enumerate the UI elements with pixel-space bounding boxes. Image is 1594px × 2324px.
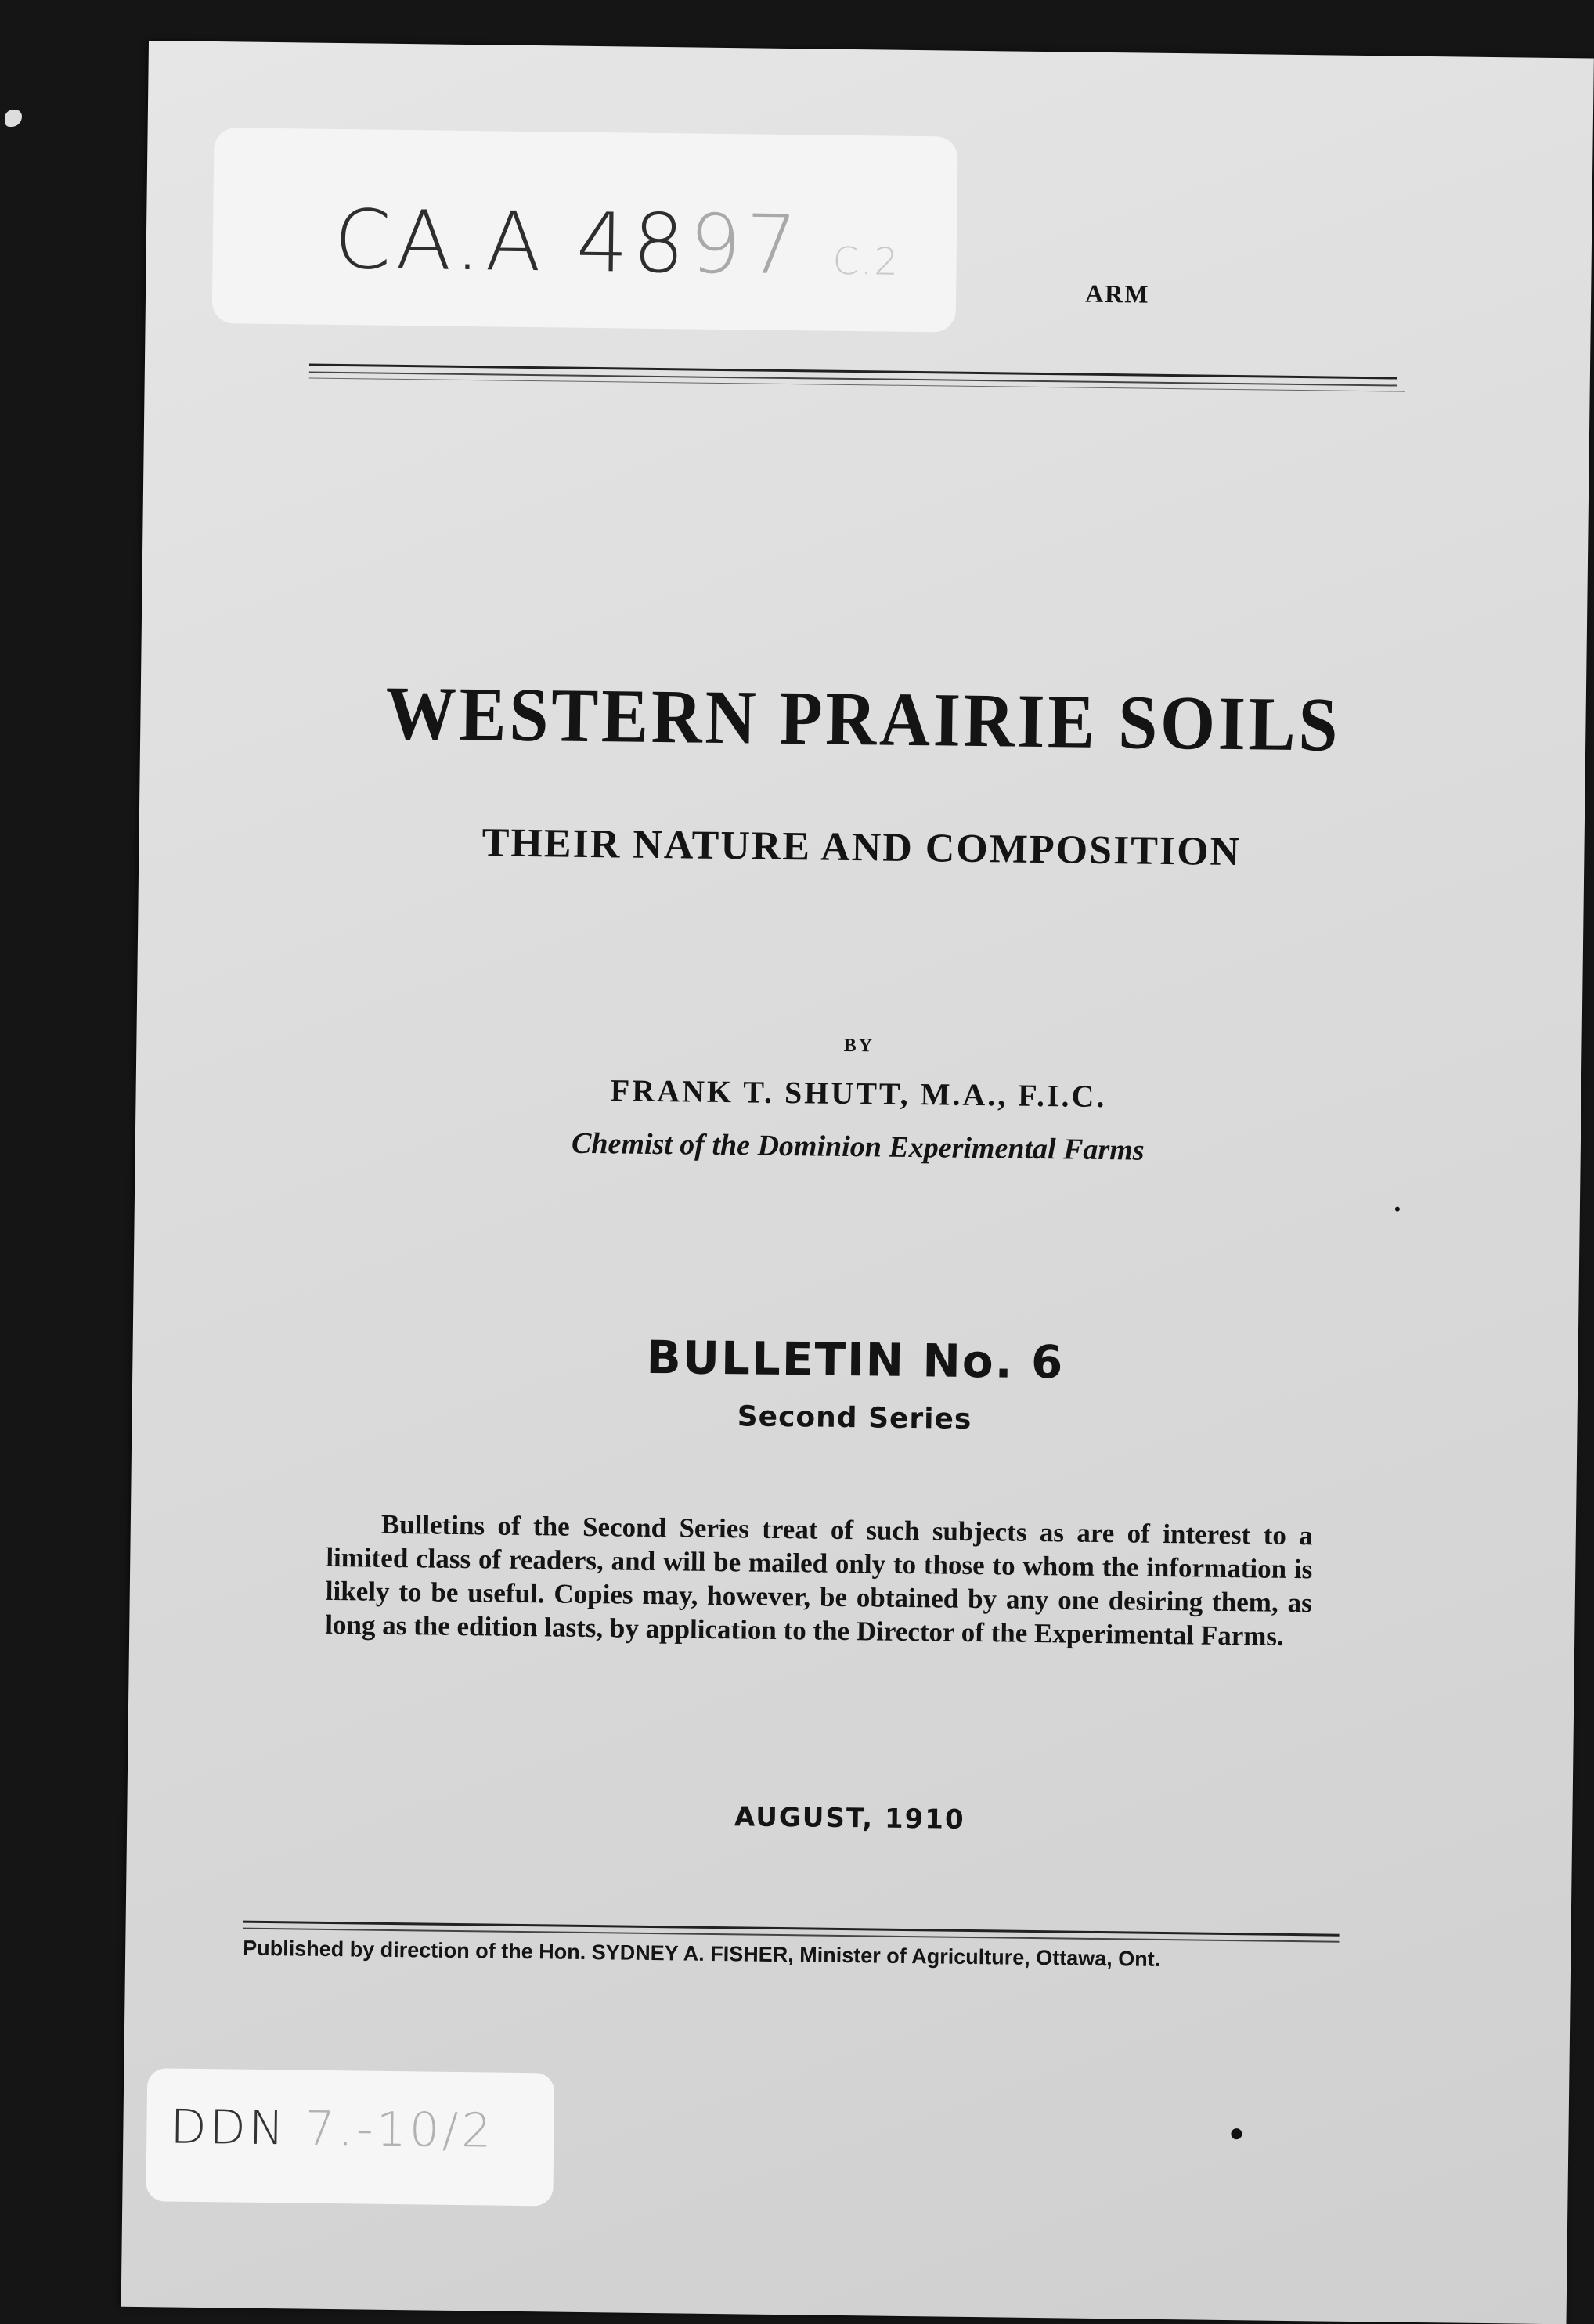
catalog-copy-mark: C.2 <box>832 239 900 284</box>
author-affiliation: Chemist of the Dominion Experimental Farms <box>571 1126 1145 1167</box>
ddn-number-main: DDN <box>170 2099 288 2156</box>
document-page <box>121 41 1594 2324</box>
bulletin-number: BULLETIN No. 6 <box>646 1330 1065 1389</box>
document-title: WESTERN PRAIRIE SOILS <box>385 671 1341 768</box>
catalog-number-faded: 97 <box>688 196 803 294</box>
catalog-number <box>334 192 900 294</box>
publication-date: AUGUST, 1910 <box>734 1801 965 1836</box>
distribution-notice: Bulletins of the Second Series treat of such subjects as are of interest to a limited class of readers, and will be mailed only to those to whom the information is likely to be useful. Copies may, however, be obtained by any one desiring them, as long as the edition lasts, by application to the Director of the Experimental Farms. <box>325 1508 1314 1652</box>
ink-dot-small <box>1395 1207 1400 1212</box>
header-fragment: ARM <box>1084 279 1150 308</box>
publisher-line: Published by direction of the Hon. SYDNEY A. FISHER, Minister of Agriculture, Ottawa, Ont. <box>243 1936 1161 1971</box>
top-rule-3 <box>309 378 1405 392</box>
top-rule <box>309 364 1397 380</box>
document-subtitle: THEIR NATURE AND COMPOSITION <box>481 820 1242 875</box>
bulletin-series: Second Series <box>737 1400 972 1436</box>
scan-speck <box>5 110 22 127</box>
ink-dot <box>1231 2128 1242 2139</box>
catalog-number-main: CA.A 48 <box>334 191 691 292</box>
ddn-number-faded: 7.-10/2 <box>305 2101 495 2159</box>
author-name: FRANK T. SHUTT, M.A., F.I.C. <box>610 1072 1107 1115</box>
by-line: BY <box>843 1035 875 1057</box>
ddn-number <box>170 2100 495 2159</box>
